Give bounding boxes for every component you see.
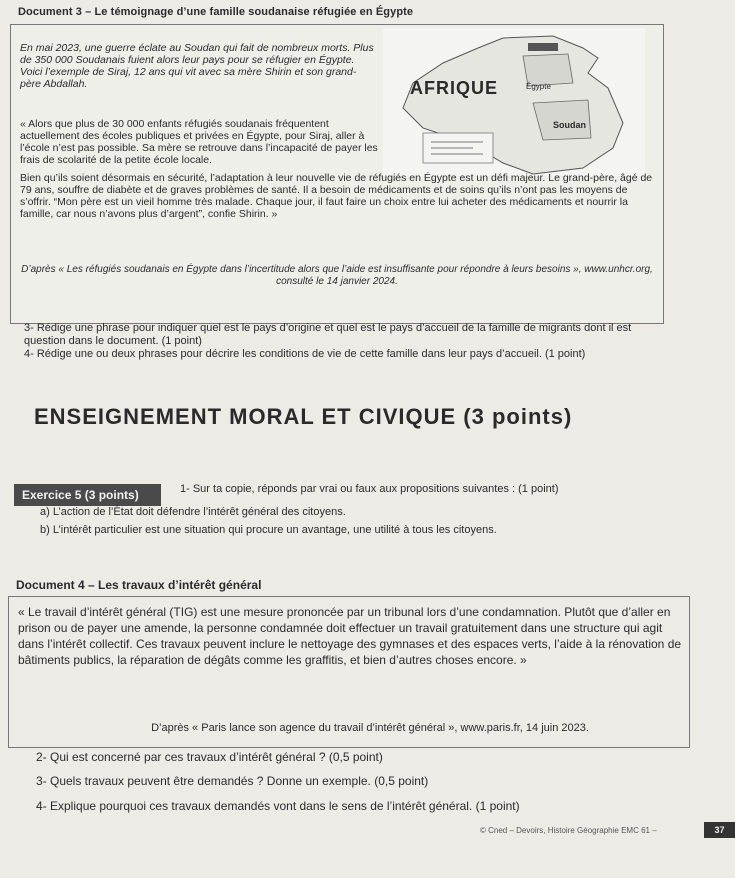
- document-3-title: Document 3 – Le témoignage d’une famille soudanaise réfugiée en Égypte: [18, 6, 414, 18]
- question-4-emc: 4- Explique pourquoi ces travaux demandés vont dans le sens de l’intérêt général. (1 point): [36, 799, 520, 813]
- document-4-source: D’après « Paris lance son agence du travail d’intérêt général », www.paris.fr, 14 juin 2023.: [151, 722, 589, 734]
- document-3-quote-part1: « Alors que plus de 30 000 enfants réfugiés soudanais fréquentent actuellement des écoles publiques et privées en Égypte, pour Siraj, aller à l’école n’est pas possible. Sa mère se retrouve dans l’incapacité de payer les frais de scolarité de la petite école locale.: [20, 118, 378, 166]
- africa-map-graphic: [383, 28, 645, 176]
- page-number: 37: [704, 822, 735, 838]
- question-3-geo: 3- Rédige une phrase pour indiquer quel est le pays d’origine et quel est le pays d’accueil de la famille de migrants dont il est question dans le document. (1 point): [24, 322, 632, 347]
- africa-map: [383, 28, 645, 176]
- document-3-quote-part2: Bien qu’ils soient désormais en sécurité, l’adaptation à leur nouvelle vie de réfugiés en Égypte est un défi majeur. Le grand-père, âgé de 79 ans, souffre de diabète et de graves problèmes de santé. Il a besoin de médicaments et de soins qu’ils n’ont pas les moyens de s’offrir. “Mon père est un vieil homme très malade. Chaque jour, il faut faire un choix entre lui acheter des médicaments et nourrir la famille, car nous n’avons plus d’argent”, confie Shirin. »: [20, 172, 653, 220]
- map-label-egypt: Égypte: [526, 82, 551, 91]
- question-2-emc: 2- Qui est concerné par ces travaux d’intérêt général ? (0,5 point): [36, 750, 383, 764]
- map-label-sudan: Soudan: [553, 120, 586, 130]
- section-title-emc: ENSEIGNEMENT MORAL ET CIVIQUE (3 points): [34, 404, 573, 429]
- document-4-title: Document 4 – Les travaux d’intérêt général: [16, 578, 262, 592]
- question-4-geo: 4- Rédige une ou deux phrases pour décrire les conditions de vie de cette famille dans leur pays d’accueil. (1 point): [24, 348, 586, 360]
- question-3-emc: 3- Quels travaux peuvent être demandés ? Donne un exemple. (0,5 point): [36, 774, 429, 788]
- proposition-b: b) L’intérêt particulier est une situation qui procure un avantage, une utilité à tous les citoyens.: [40, 524, 497, 536]
- exercise-5-question-1: 1- Sur ta copie, réponds par vrai ou faux aux propositions suivantes : (1 point): [180, 483, 559, 495]
- map-title: AFRIQUE: [410, 78, 498, 98]
- document-3-intro: En mai 2023, une guerre éclate au Soudan qui fait de nombreux morts. Plus de 350 000 Soudanais fuient alors leur pays pour se réfugier en Égypte. Voici l’exemple de Siraj, 12 ans qui vit avec sa mère Shirin et son grand-père Abdallah.: [20, 42, 374, 90]
- document-4-text: « Le travail d’intérêt général (TIG) est une mesure prononcée par un tribunal lors d’une condamnation. Plutôt que d’aller en prison ou de payer une amende, la personne condamnée doit effectuer un travail gratuitement dans une structure qui agit dans l’intérêt collectif. Ces travaux peuvent inclure le nettoyage des gymnases et des espaces verts, l’aide à la rénovation de bâtiments publics, la réparation de dégâts comme les graffitis, et bien d’autres choses encore. »: [18, 605, 682, 667]
- footer-credit: © Cned – Devoirs, Histoire Géographie EMC 61 –: [480, 826, 657, 835]
- document-3-source: D’après « Les réfugiés soudanais en Égypte dans l’incertitude alors que l’aide est insuffisante pour répondre à leurs besoins », www.unhcr.org, consulté le 14 janvier 2024.: [21, 264, 653, 287]
- proposition-a: a) L’action de l’État doit défendre l’intérêt général des citoyens.: [40, 506, 346, 518]
- exercise-5-badge: Exercice 5 (3 points): [14, 484, 161, 506]
